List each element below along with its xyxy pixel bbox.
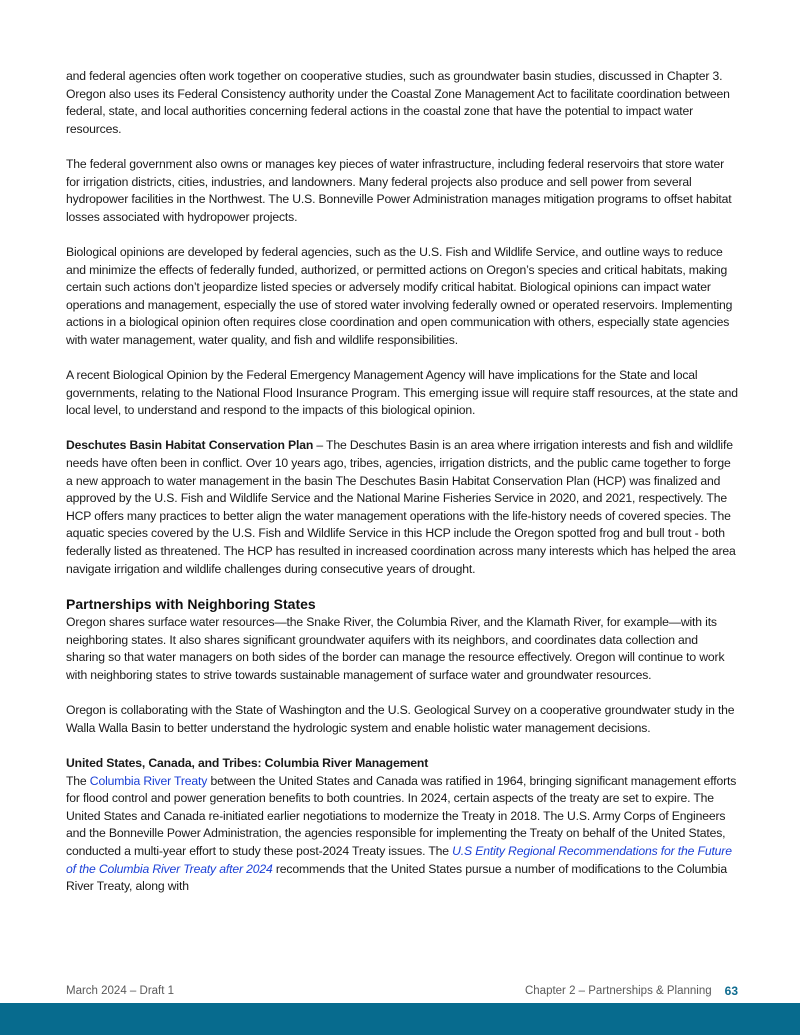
page-footer: [66, 983, 738, 999]
page-number: 63: [724, 984, 738, 998]
section-heading-neighboring-states: Partnerships with Neighboring States: [66, 596, 316, 613]
columbia-text-2: between the United States and Canada was ratified in 1964, bringing significant management efforts for flood control and power generation benefits to both countries. In 2024, certain aspects of the treaty are set to expire. The United States and Canada re-initiated earlier negotiations to modernize the Treaty in 2018. The U.S. Army Corps of Engineers and the Bonneville Power Administration, the agencies responsible for implementing the Treaty on behalf of the United States, conducted a multi-year effort to study these post-2024 Treaty issues. The: [66, 773, 737, 858]
footer-color-band: [0, 1003, 800, 1035]
deschutes-hcp-title: Deschutes Basin Habitat Conservation Plan: [66, 438, 314, 453]
footer-right: [525, 984, 738, 998]
us-entity-recommendations-link[interactable]: U.S Entity Regional Recommendations for the Future of the Columbia River Treaty after 2024: [66, 843, 732, 876]
paragraph-columbia-river-treaty: [66, 773, 738, 896]
paragraph-federal-agencies: and federal agencies often work together on cooperative studies, such as groundwater basin studies, discussed in Chapter 3. Oregon also uses its Federal Consistency authority under the Coastal Zone Management Act to facilitate coordination between federal, state, and local authorities concerning federal actions in the coastal zone that have the potential to impact water resources.: [66, 69, 730, 136]
paragraph-deschutes-hcp: [66, 437, 738, 578]
paragraph-walla-walla: Oregon is collaborating with the State of Washington and the U.S. Geological Survey on a cooperative groundwater study in the Walla Walla Basin to better understand the hydrologic system and enable holistic water management decisions.: [66, 703, 735, 735]
deschutes-hcp-text: – The Deschutes Basin is an area where irrigation interests and fish and wildlife needs have often been in conflict. Over 10 years ago, tribes, agencies, irrigation districts, and the public came together to forge a new approach to water management in the basin The Deschutes Basin Habitat Conservation Plan (HCP) was finalized and approved by the U.S. Fish and Wildlife Service and the National Marine Fisheries Service in 2020, and 2021, respectively. The HCP offers many practices to better align the water management operations with the life-history needs of covered species. The aquatic species covered by the U.S. Fish and Wildlife Service in this HCP include the Oregon spotted frog and bull trout - both federally listed as threatened. The HCP has resulted in increased coordination across many interests which has helped the area navigate irrigation and wildlife challenges during consecutive years of drought.: [66, 438, 736, 576]
paragraph-biological-opinions: Biological opinions are developed by federal agencies, such as the U.S. Fish and Wildlife Service, and outline ways to reduce and minimize the effects of federally funded, authorized, or permitted actions on Oregon’s species and critical habitats, making certain such actions don’t jeopardize listed species or adversely modify critical habitat. Biological opinions can impact water operations and management, especially the use of stored water involving federally owned or operated reservoirs. Implementing actions in a biological opinion often requires close coordination and open communication with others, especially state agencies with water management, water quality, and fish and wildlife responsibilities.: [66, 244, 733, 347]
subheading-columbia-river-management: United States, Canada, and Tribes: Columbia River Management: [66, 755, 429, 770]
columbia-river-treaty-link[interactable]: Columbia River Treaty: [89, 773, 208, 788]
paragraph-federal-infrastructure: The federal government also owns or manages key pieces of water infrastructure, including federal reservoirs that store water for irrigation districts, cities, industries, and landowners. Many federal projects also produce and sell power from several hydropower facilities in the Northwest. The U.S. Bonneville Power Administration manages mitigation programs to offset habitat losses associated with hydropower projects.: [66, 156, 732, 224]
footer-chapter-title: Chapter 2 – Partnerships & Planning: [524, 985, 712, 997]
columbia-text-3: recommends that the United States pursue a number of modifications to the Columbia River Treaty, along with: [66, 861, 727, 894]
columbia-text-1: The: [66, 773, 90, 788]
footer-date-draft: March 2024 – Draft 1: [66, 985, 175, 997]
document-body: [66, 68, 738, 896]
paragraph-fema-opinion: A recent Biological Opinion by the Federal Emergency Management Agency will have implications for the State and local governments, relating to the National Flood Insurance Program. This emerging issue will require staff resources, at the state and local level, to understand and respond to the impacts of this biological opinion.: [66, 368, 738, 418]
paragraph-shared-resources: Oregon shares surface water resources—the Snake River, the Columbia River, and the Klamath River, for example—with its neighboring states. It also shares significant groundwater aquifers with its neighbors, and coordinates data collection and sharing so that water managers on both sides of the border can manage the resource effectively. Oregon will continue to work with neighboring states to strive towards sustainable management of surface water and groundwater resources.: [66, 615, 725, 682]
